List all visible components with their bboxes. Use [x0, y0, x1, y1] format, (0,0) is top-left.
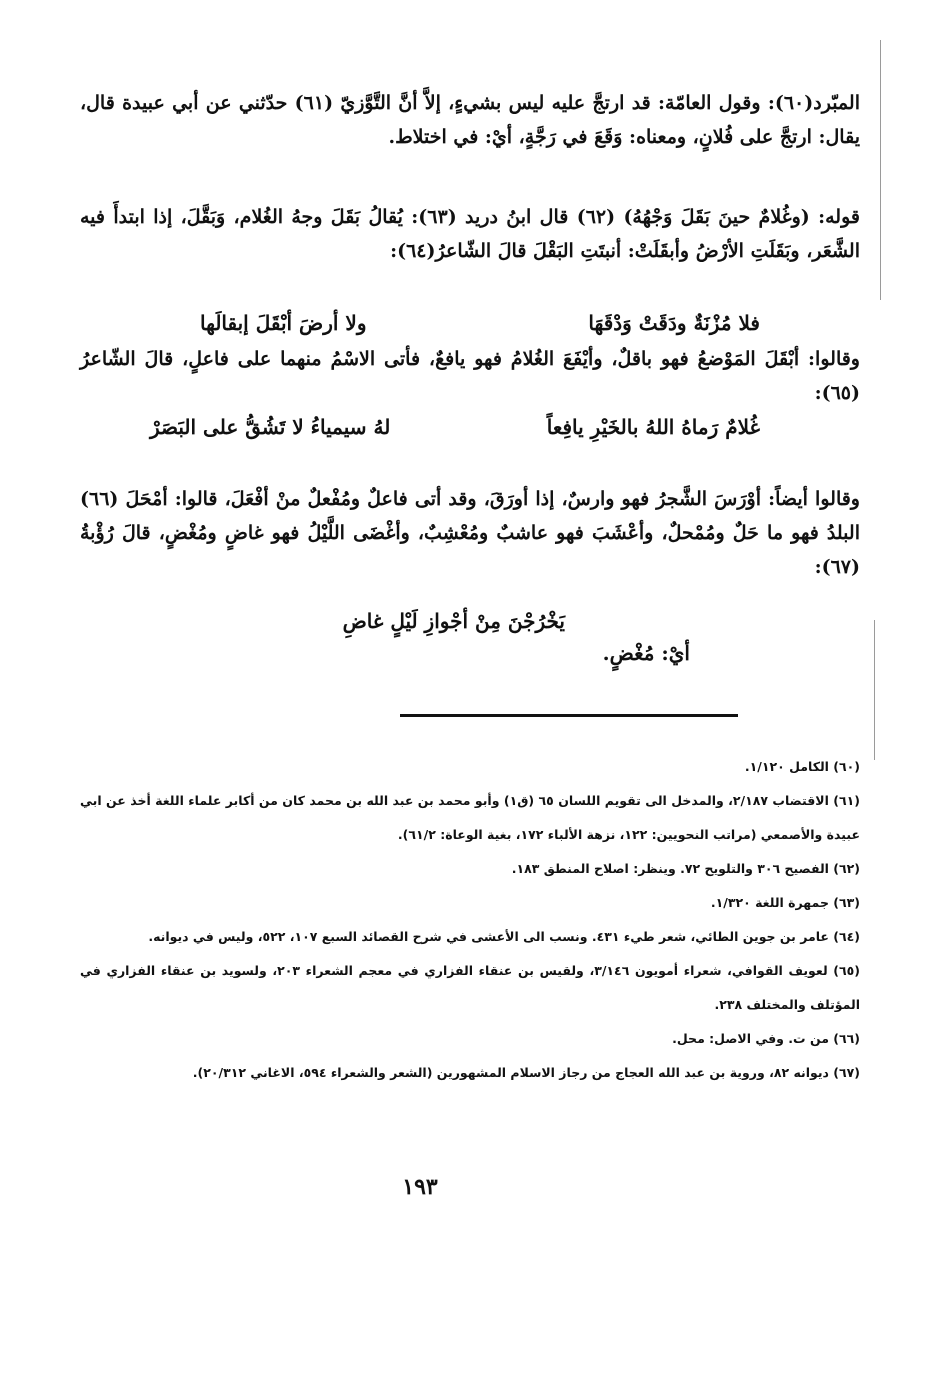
paragraph-1: المبّرد(٦٠): وقول العامّة: قد ارتجَّ عليه ليس بشيءٍ، إلاَّ أنَّ التَّوَّزيّ (٦١) حدّثني عن أبي عبيدة قال، يقال: ارتجَّ على فُلانٍ، ومعناه: وَقَعَ في رَجَّةٍ، أيْ: في اختلاط.	[80, 92, 860, 148]
verse-2-first-hemistich: غُلامٌ رَماهُ اللهُ بالخَيْرِ يافِعاً	[546, 415, 760, 439]
verse-1-first-hemistich: فلا مُزْنَةٌ ودَقَتْ وَدْقَهَا	[588, 311, 760, 335]
scan-edge-mark	[874, 620, 875, 760]
paragraph-2: قوله: (وغُلامٌ حينَ بَقَلَ وَجْهُهُ) (٦٢) قال ابنُ دريد (٦٣): يُقالُ بَقَلَ وجهُ الغُلام، وَبَقَّلَ، إذا ابتدأَ فيه الشَّعَر، وبَقَلَتِ الأرْضُ وأبقَلَتْ: أنبتَتِ البَقْلَ قالَ الشّاعرُ(٦٤):	[80, 206, 860, 262]
verse-1	[200, 306, 760, 340]
footnotes	[80, 750, 860, 1090]
footnote-63: (٦٣) جمهرة اللغة ١/٣٢٠.	[710, 895, 860, 910]
paragraph-3: وقالوا: أبْقَلَ المَوْضعُ فهو باقلٌ، وأيْفَعَ الغُلامُ فهو يافعٌ، فأتى الاسْمُ منهما على فاعلٍ، قالَ الشّاعرُ (٦٥):	[80, 348, 860, 404]
footnote-61: (٦١) الاقتضاب ٢/١٨٧، والمدخل الى تقويم اللسان ٦٥ (ق١) وأبو محمد بن عبد الله بن محمد كان من أكابر علماء اللغة أخذ عن ابي عبيدة والأصمعي (مراتب النحويين: ١٢٢، نزهة الألباء ١٧٢، بغية الوعاة: ٦١/٢).	[80, 793, 860, 842]
verse-1-second-hemistich: ولا أرضَ أبْقَلَ إبقالَها	[200, 311, 367, 335]
verse-3: يَخْرُجْنَ مِنْ أجْوازِ لَيْلٍ غاضِ	[342, 609, 565, 633]
footnote-66: (٦٦) من ت. وفي الاصل: محل.	[672, 1031, 860, 1046]
footnote-67: (٦٧) ديوانه ٨٢، وروية بن عبد الله العجاج من رجاز الاسلام المشهورين (الشعر والشعراء ٥٩٤، الاغاني ٢٠/٣١٢).	[192, 1065, 860, 1080]
footnote-separator	[400, 714, 738, 717]
footnote-64: (٦٤) عامر بن جوين الطائي، شعر طيء ٤٣١. ونسب الى الأعشى في شرح القصائد السبع ١٠٧، ٥٢٢، وليس في ديوانه.	[148, 929, 860, 944]
footnote-62: (٦٢) الفصيح ٣٠٦ والتلويح ٧٢. وينظر: اصلاح المنطق ١٨٣.	[511, 861, 860, 876]
footnote-65: (٦٥) لعويف القوافي، شعراء أمويون ٣/١٤٦، ولقيس بن عنقاء الفزاري في معجم الشعراء ٢٠٣، ولسويد بن عنقاء الفزاري في المؤتلف والمختلف ٢٣٨.	[80, 963, 860, 1012]
scan-edge-mark	[880, 40, 881, 300]
verse-2	[150, 410, 760, 444]
page-number: ١٩٣	[402, 1174, 438, 1200]
verse-3-gloss: أيْ: مُغْضٍ.	[602, 641, 690, 665]
verse-2-second-hemistich: لهُ سيمياءُ لا تَشُقُّ على البَصَرْ	[150, 415, 391, 439]
paragraph-4: وقالوا أيضاً: أوْرَسَ الشَّجرُ فهو وارسٌ، إذا أورَقَ، وقد أتى فاعلٌ ومُفْعلٌ منْ أفْعَلَ، قالوا: أمْحَلَ (٦٦) البلدُ فهو ما حَلٌ ومُمْحلٌ، وأعْشَبَ فهو عاشبٌ ومُعْشِبٌ، وأغْضَى اللَّيْلُ فهو غاضٍ ومُغْضٍ، قالَ رُؤْبةُ (٦٧):	[80, 488, 860, 578]
footnote-60: (٦٠) الكامل ١/١٢٠.	[744, 759, 860, 774]
